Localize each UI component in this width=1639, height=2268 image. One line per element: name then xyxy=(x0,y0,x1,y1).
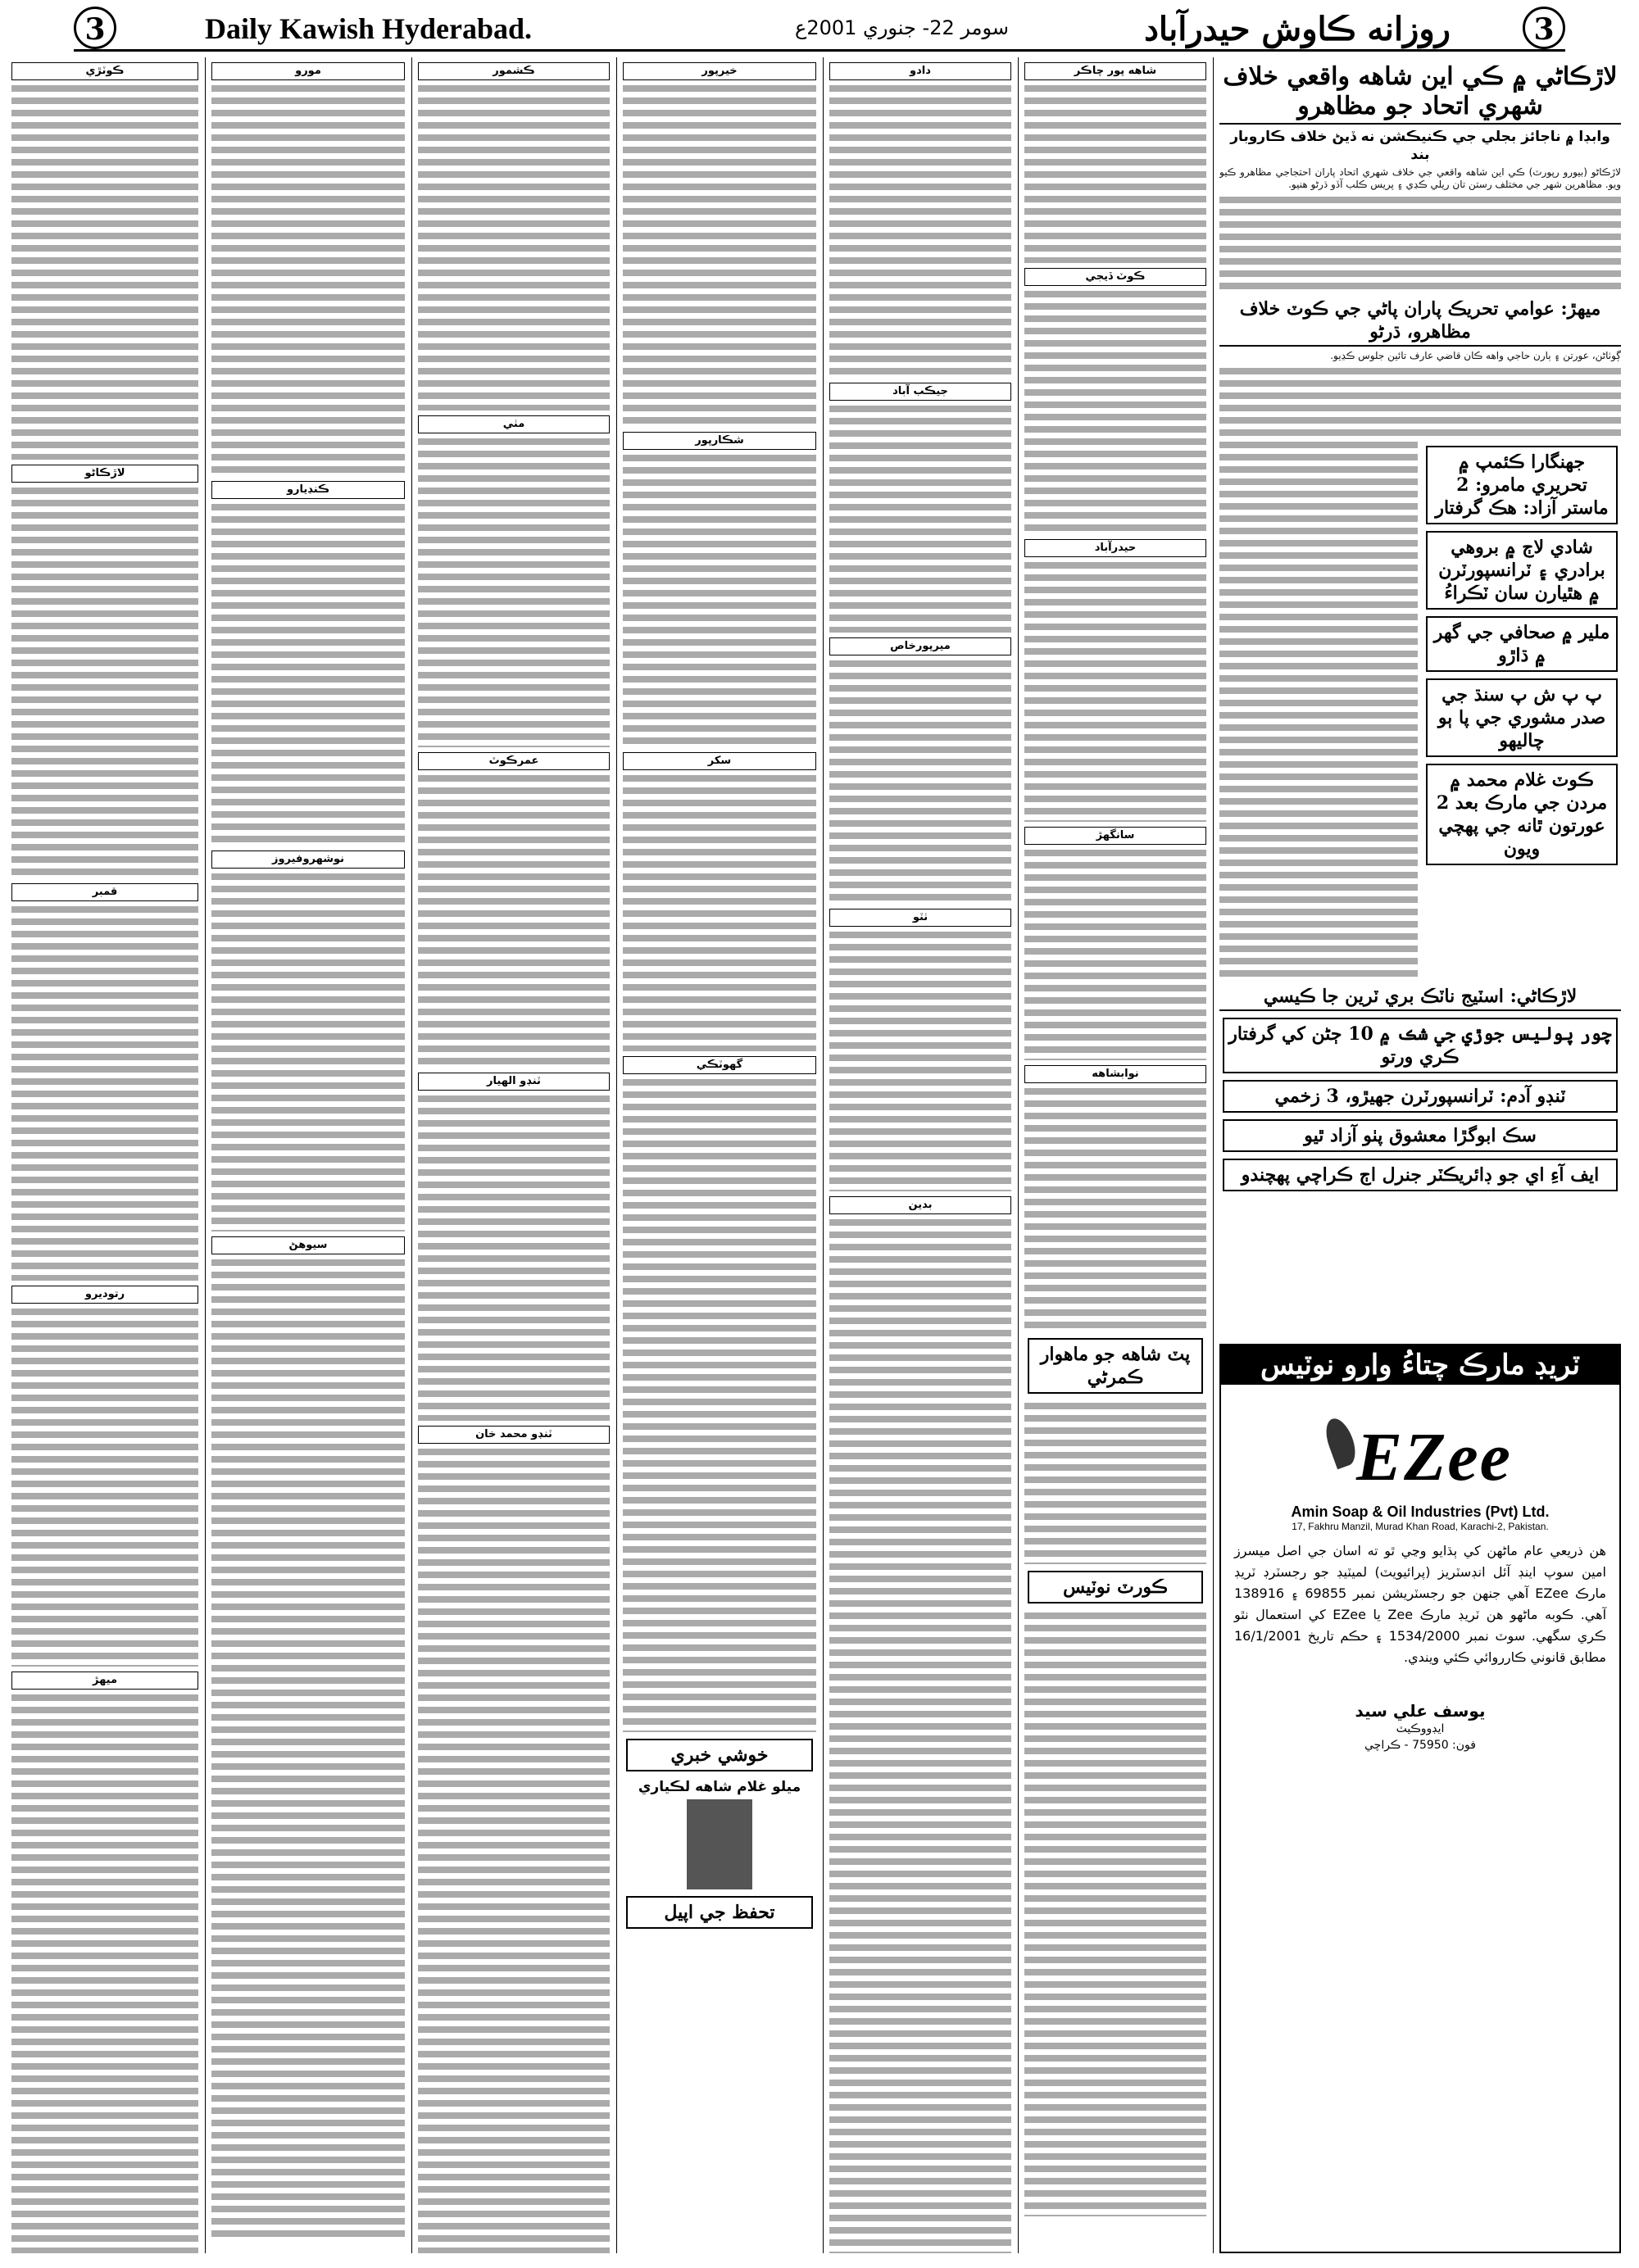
masthead-title-ur: روزانه ڪاوش حيدرآباد xyxy=(1144,10,1451,48)
kicker: خيرپور xyxy=(623,62,816,80)
kicker: بدين xyxy=(829,1196,1011,1214)
kicker: ٽنڊو الهيار xyxy=(418,1073,610,1091)
kicker: لاڙڪاڻو xyxy=(11,465,198,483)
kicker: عمرڪوٽ xyxy=(418,752,610,770)
lead-subheadline: وابڊا ۾ ناجائز بجلي جي ڪنيڪشن نه ڏيڻ خلاف ڪاروبار بند xyxy=(1230,129,1610,163)
text-lines xyxy=(1219,365,1621,439)
headline-mashooq: سڪ ابوگڙا معشوق پٺو آزاد ٿيو xyxy=(1223,1119,1618,1152)
kicker: سيوهڻ xyxy=(211,1236,405,1254)
column-7 xyxy=(11,57,198,2253)
text-lines xyxy=(211,83,405,476)
text-lines xyxy=(829,403,1011,633)
text-lines xyxy=(11,83,198,460)
brand-name: EZee xyxy=(1356,1419,1512,1495)
masthead-date: سومر 22- جنوري 2001ع xyxy=(795,16,1009,39)
kicker: مورو xyxy=(211,62,405,80)
column-lead xyxy=(1219,57,1621,1336)
column-5 xyxy=(418,57,610,2253)
mehar-body: ڳوٺاڻن، عورتن ۽ ٻارن حاجي واهه ڪان قاضي عارف تائين جلوس ڪڍيو. xyxy=(1330,350,1621,361)
column-rule xyxy=(823,57,824,2253)
column-rule xyxy=(1213,57,1214,2253)
kicker: مٺي xyxy=(418,415,610,433)
kicker: ڪنڊيارو xyxy=(211,481,405,499)
text-lines xyxy=(829,929,1011,1191)
text-lines xyxy=(623,452,816,747)
masthead-title-en: Daily Kawish Hyderabad. xyxy=(205,12,533,45)
page-number: 3 xyxy=(74,7,116,49)
text-lines xyxy=(11,1692,198,2253)
kicker: نوشهروفيروز xyxy=(211,850,405,869)
text-lines xyxy=(11,485,198,878)
text-lines xyxy=(418,83,610,411)
kicker: نوابشاهه xyxy=(1024,1065,1206,1083)
company-address: 17, Fakhru Manzil, Murad Khan Road, Karachi-2, Pakistan. xyxy=(1292,1521,1549,1532)
kicker: حيدرآباد xyxy=(1024,539,1206,557)
kicker: رتوديرو xyxy=(11,1286,198,1304)
kicker: ميهڙ xyxy=(11,1672,198,1690)
kicker: ٽنڊو محمد خان xyxy=(418,1426,610,1444)
text-lines xyxy=(11,904,198,1281)
text-lines xyxy=(11,1306,198,1667)
ad-signature-title: ايڊووڪيٽ xyxy=(1396,1722,1445,1735)
text-lines xyxy=(1024,847,1206,1060)
kicker: ڪوٽڙي xyxy=(11,62,198,80)
text-lines xyxy=(211,501,405,846)
headline-mehar: ميهڙ: عوامي تحريڪ پاران پاڻي جي ڪوٽ خلاف مظاهرو، ڌرڻو xyxy=(1219,296,1621,347)
text-lines xyxy=(211,871,405,1232)
text-lines xyxy=(829,83,1011,378)
headline-fia: ايف آءِ اي جو ڊائريڪٽر جنرل اڄ ڪراچي پهچندو xyxy=(1223,1159,1618,1191)
kicker: گهوٽڪي xyxy=(623,1056,816,1074)
kicker: قمبر xyxy=(11,883,198,901)
text-lines xyxy=(418,1093,610,1421)
text-lines xyxy=(623,1077,816,1732)
headline-wedding: شادي لاڄ ۾ بروهي برادري ۽ ٽرانسپورٽرن ۾ هٿيارن سان ٽڪراءُ xyxy=(1426,531,1618,610)
text-lines xyxy=(1219,194,1621,293)
column-6 xyxy=(211,57,405,2253)
kicker: شڪارپور xyxy=(623,432,816,450)
lead-body: لاڙڪاڻو (بيورو رپورٽ) ڪي اين شاهه واقعي جي خلاف شهري اتحاد پاران احتجاجي مظاهرو ڪيو ويو. مظاهرين شهر جي مختلف رستن تان ريلي ڪڍي ۽ پريس ڪلب آڏو ڌرڻو هنيو. xyxy=(1219,166,1621,190)
ad-title: ٽريڊ مارڪ چتاءُ وارو نوٽيس xyxy=(1221,1345,1619,1385)
text-lines xyxy=(1219,439,1418,980)
column-rule xyxy=(1018,57,1019,2253)
headline-ppp: پ پ ش پ سنڌ جي صدر مشوري جي پا ٻو چاليهو xyxy=(1426,678,1618,757)
headline-stage: لاڙڪاڻي: اسٽيج ناٽڪ بري ٽرين جا ڪيسي xyxy=(1219,983,1621,1011)
masthead xyxy=(74,7,1565,52)
text-lines xyxy=(623,773,816,1051)
column-rule xyxy=(411,57,412,2253)
text-lines xyxy=(1024,1086,1206,1331)
kicker: سانگهڙ xyxy=(1024,827,1206,845)
kicker: ٺٽو xyxy=(829,909,1011,927)
headline-police: چور پوليس جوڙي جي شڪ ۾ 10 ڄڻن کي گرفتار ڪري ورتو xyxy=(1223,1018,1618,1073)
ad-signature-address: فون: 75950 - ڪراچي xyxy=(1364,1739,1476,1752)
page-number-right: 3 xyxy=(1523,7,1565,49)
text-lines xyxy=(1024,1400,1206,1564)
leaf-icon xyxy=(1321,1415,1361,1470)
headline-transport: ٽنڊو آدم: ٽرانسپورٽرن جهيڙو، 3 زخمي xyxy=(1223,1080,1618,1113)
kicker: دادو xyxy=(829,62,1011,80)
text-lines xyxy=(418,773,610,1068)
company-name: Amin Soap & Oil Industries (Pvt) Ltd. xyxy=(1291,1504,1550,1520)
text-lines xyxy=(1024,288,1206,534)
column-2 xyxy=(1024,57,1206,2253)
column-rule xyxy=(616,57,617,2253)
column-4 xyxy=(623,57,816,2253)
kicker: ڪوٽ ڏيجي xyxy=(1024,268,1206,286)
headline-journalist: ملير ۾ صحافي جي گهر ۾ ڌاڙو xyxy=(1426,616,1618,672)
kicker: ميرپورخاص xyxy=(829,637,1011,655)
text-lines xyxy=(418,436,610,747)
appeal-box: تحفظ جي اپيل xyxy=(626,1896,813,1929)
court-notice-box: ڪورٽ نوٽيس xyxy=(1028,1571,1203,1603)
text-lines xyxy=(1024,1610,1206,2216)
news-box: خوشي خبري xyxy=(626,1739,813,1771)
lead-headline: لاڙڪاڻي ۾ ڪي اين شاهه واقعي خلاف شهري اتحاد جو مظاهرو xyxy=(1219,61,1621,125)
text-lines xyxy=(1024,83,1206,263)
obituary-box: پٽ شاهه جو ماهوار ڪمرڻي xyxy=(1028,1338,1203,1394)
kicker: ڪشمور xyxy=(418,62,610,80)
kicker: سکر xyxy=(623,752,816,770)
column-rule xyxy=(205,57,206,2253)
portrait-photo xyxy=(687,1799,752,1889)
kicker: شاهه پور چاڪر xyxy=(1024,62,1206,80)
ad-signature: يوسف علي سيد xyxy=(1355,1701,1486,1721)
ad-body: هن ذريعي عام ماڻهن کي ٻڌايو وڃي ٿو ته اسان جي اصل ميسرز امين سوپ اينڊ آئل انڊسٽريز (پرائيويٽ) لميٽيڊ جو رجسٽرڊ ٽريڊ مارڪ EZee آهي جنهن جو رجسٽريشن نمبر 69855 ۽ 138916 آهي. ڪوبه ماڻهو هن ٽريڊ مارڪ Zee يا EZee کي استعمال نٿو ڪري سگهي. سوٽ نمبر 1534/2000 ۽ حڪم تاريخ 16/1/2001 مطابق قانوني ڪارروائي ڪئي ويندي. xyxy=(1234,1543,1607,1665)
kicker: جيڪب آباد xyxy=(829,383,1011,401)
column-3 xyxy=(829,57,1011,2253)
ezee-logo xyxy=(1297,1418,1543,1497)
headline-jhangara: جهنگارا ڪئمپ ۾ تحريري مامرو: 2 ماستر آزاد: هڪ گرفتار xyxy=(1426,446,1618,524)
text-lines xyxy=(1024,560,1206,822)
text-lines xyxy=(829,658,1011,904)
trademark-ad xyxy=(1219,1344,1621,2253)
text-lines xyxy=(623,83,816,427)
text-lines xyxy=(418,1446,610,2253)
headline-kot: ڪوٽ غلام محمد ۾ مردن جي مارڪ بعد 2 عورتون ٿانه جي پهچي ويون xyxy=(1426,764,1618,865)
news-box-sub: ميلو غلام شاهه لڪياري xyxy=(638,1779,801,1795)
text-lines xyxy=(829,1217,1011,2253)
text-lines xyxy=(211,1257,405,2240)
